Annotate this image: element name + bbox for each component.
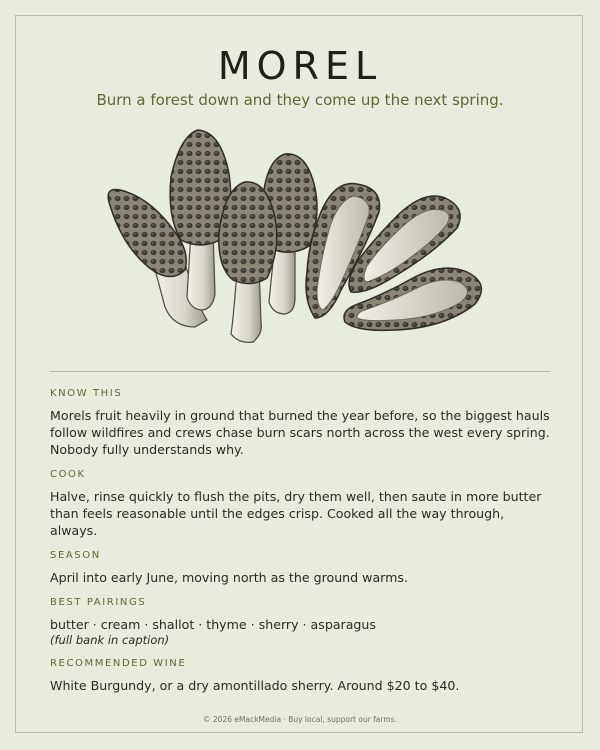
page-title: MOREL	[217, 44, 383, 88]
section-label: RECOMMENDED WINE	[50, 658, 187, 669]
section-label: COOK	[50, 469, 86, 480]
section-label: BEST PAIRINGS	[50, 597, 147, 608]
section-text: Halve, rinse quickly to flush the pits, dry them well, then saute in more butter than feels reasonable until the edges crisp. Cooked all the way through, always.	[50, 489, 542, 538]
section-text: April into early June, moving north as the ground warms.	[50, 570, 408, 585]
info-sections	[50, 388, 550, 705]
tagline: Burn a forest down and they come up the next spring.	[96, 91, 504, 109]
divider	[50, 371, 550, 372]
section-text: butter · cream · shallot · thyme · sherry · asparagus	[50, 617, 376, 632]
section-text: White Burgundy, or a dry amontillado sherry. Around $20 to $40.	[50, 678, 460, 693]
footer-credit: © 2026 eMackMedia · Buy local, support our farms.	[203, 715, 397, 724]
pairings-note: (full bank in caption)	[50, 633, 170, 647]
morel-mushrooms-illustration	[95, 122, 505, 347]
section-best-pairings	[50, 597, 550, 647]
section-label: KNOW THIS	[50, 388, 123, 399]
section-season	[50, 550, 550, 586]
section-recommended-wine	[50, 658, 550, 694]
morel-front	[219, 182, 277, 342]
section-label: SEASON	[50, 550, 101, 561]
section-know-this	[50, 388, 550, 458]
section-cook	[50, 469, 550, 539]
section-text: Morels fruit heavily in ground that burned the year before, so the biggest hauls follow wildfires and crews chase burn scars north across the west every spring. Nobody fully understands why.	[50, 408, 550, 457]
